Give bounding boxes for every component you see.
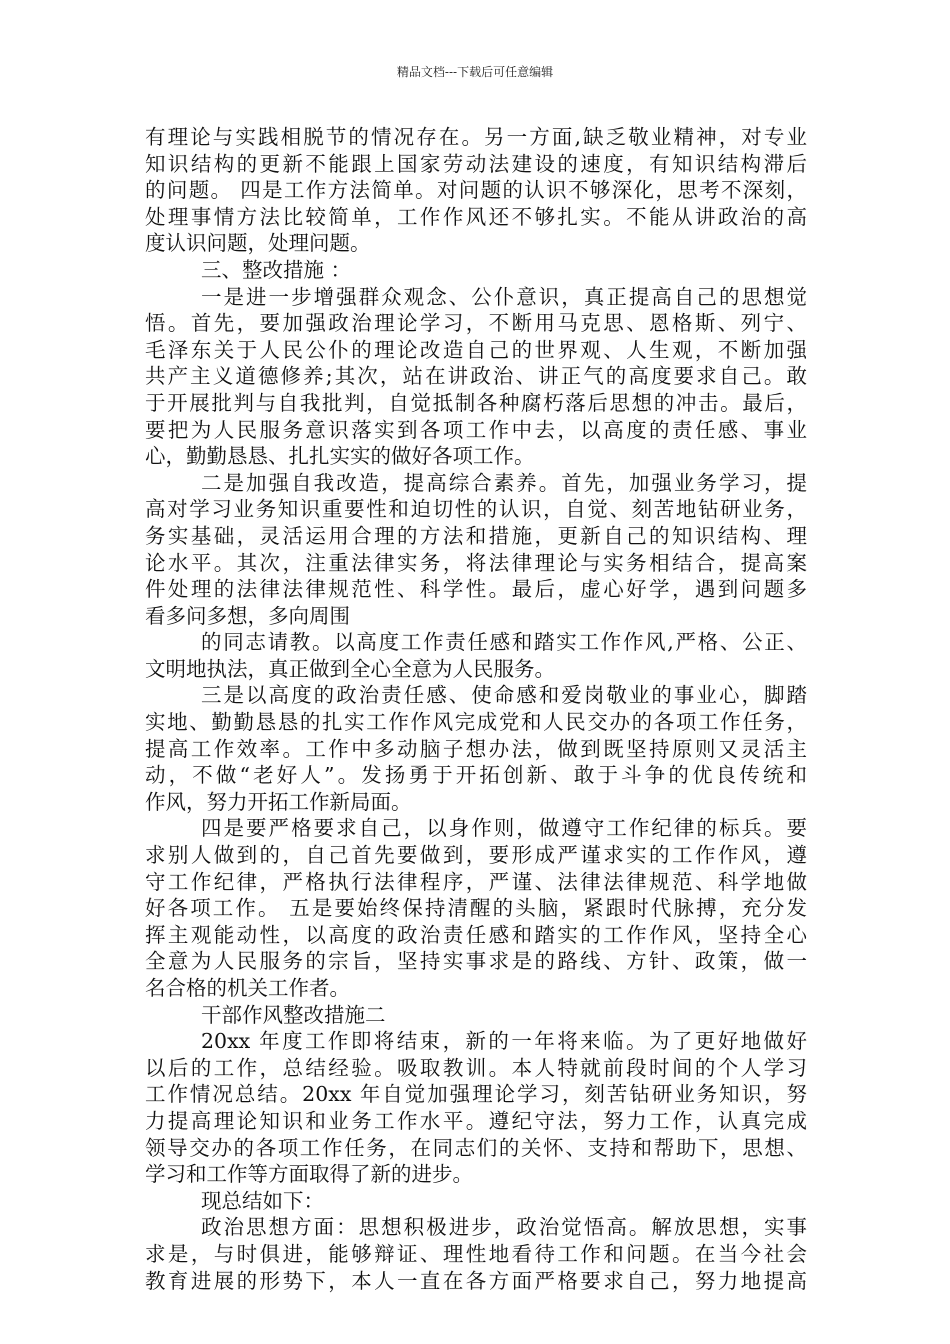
text-line: 二是加强自我改造，提高综合素养。首先，加强业务学习，提 (201, 470, 807, 495)
text-line: 领导交办的各项工作任务，在同志们的关怀、支持和帮助下，思想、 (145, 1135, 807, 1160)
text-line: 心，勤勤恳恳、扎扎实实的做好各项工作。 (145, 444, 535, 469)
text-line: 共产主义道德修养;其次，站在讲政治、讲正气的高度要求自己。敢 (145, 364, 807, 389)
text-line: 悟。首先，要加强政治理论学习，不断用马克思、恩格斯、列宁、 (145, 311, 807, 336)
text-line: 名合格的机关工作者。 (145, 976, 350, 1000)
text-line: 提高工作效率。工作中多动脑子想办法，做到既坚持原则又灵活主 (145, 736, 807, 761)
text-line: 一是进一步增强群众观念、公仆意识，真正提高自己的思想觉 (201, 284, 807, 309)
page-header: 精品文档---下载后可任意编辑 (396, 65, 554, 79)
text-line: 于开展批判与自我批判，自觉抵制各种腐朽落后思想的冲击。最后， (145, 390, 807, 415)
text-line: 四是要严格要求自己，以身作则，做遵守工作纪律的标兵。要 (201, 816, 807, 841)
text-line: 毛泽东关于人民公仆的理论改造自己的世界观、人生观，不断加强 (145, 337, 807, 362)
text-line: 工作情况总结。20xx 年自觉加强理论学习，刻苦钻研业务知识，努 (145, 1082, 807, 1107)
text-line: 好各项工作。 五是要始终保持清醒的头脑，紧跟时代脉搏，充分发 (145, 896, 807, 921)
text-line: 求是，与时俱进，能够辩证、理性地看待工作和问题。在当今社会 (145, 1241, 807, 1266)
text-line: 度认识问题，处理问题。 (145, 231, 371, 256)
text-line: 务实基础，灵活运用合理的方法和措施，更新自己的知识结构、理 (145, 523, 807, 548)
text-line: 高对学习业务知识重要性和迫切性的认识，自觉、刻苦地钻研业务， (145, 497, 807, 522)
text-line: 力提高理论知识和业务工作水平。遵纪守法，努力工作，认真完成 (145, 1108, 807, 1133)
text-line: 教育进展的形势下，本人一直在各方面严格要求自己，努力地提高 (145, 1268, 807, 1293)
text-line: 守工作纪律，严格执行法律程序，严谨、法律法律规范、科学地做 (145, 869, 807, 894)
text-line: 现总结如下： (201, 1188, 324, 1213)
text-line: 要把为人民服务意识落实到各项工作中去，以高度的责任感、事业 (145, 417, 807, 442)
text-line: 知识结构的更新不能跟上国家劳动法建设的速度，有知识结构滞后 (145, 151, 807, 176)
text-line: 文明地执法，真正做到全心全意为人民服务。 (145, 656, 555, 681)
text-line: 动，不做“老好人”。发扬勇于开拓创新、敢于斗争的优良传统和 (145, 763, 807, 788)
text-line: 实地、勤勤恳恳的扎实工作作风完成党和人民交办的各项工作任务， (145, 710, 807, 735)
text-line: 处理事情方法比较简单，工作作风还不够扎实。不能从讲政治的高 (145, 204, 807, 229)
text-line: 的问题。 四是工作方法简单。对问题的认识不够深化，思考不深刻， (145, 178, 807, 203)
text-line: 件处理的法律法律规范性、科学性。最后，虚心好学，遇到问题多 (145, 577, 807, 602)
text-line: 政治思想方面：思想积极进步，政治觉悟高。解放思想，实事 (201, 1215, 807, 1240)
text-line: 求别人做到的，自己首先要做到，要形成严谨求实的工作作风，遵 (145, 843, 807, 868)
text-line: 学习和工作等方面取得了新的进步。 (145, 1162, 473, 1187)
text-line: 20xx 年度工作即将结束，新的一年将来临。为了更好地做好 (201, 1029, 807, 1054)
section-heading: 干部作风整改措施二 (201, 1002, 386, 1027)
text-line: 的同志请教。以高度工作责任感和踏实工作作风,严格、公正、 (201, 630, 807, 655)
text-line: 挥主观能动性，以高度的政治责任感和踏实的工作作风，坚持全心 (145, 922, 807, 947)
text-line: 作风，努力开拓工作新局面。 (145, 789, 412, 814)
text-line: 全意为人民服务的宗旨，坚持实事求是的路线、方针、政策，做一 (145, 949, 807, 974)
document-body (145, 124, 807, 1294)
text-line: 有理论与实践相脱节的情况存在。另一方面,缺乏敬业精神，对专业 (145, 125, 807, 149)
section-heading: 三、整改措施 ： (201, 257, 352, 282)
text-line: 三是以高度的政治责任感、使命感和爱岗敬业的事业心，脚踏 (201, 683, 807, 708)
text-line: 看多问多想，多向周围 (145, 603, 350, 628)
text-line: 论水平。其次，注重法律实务，将法律理论与实务相结合，提高案 (145, 550, 807, 575)
text-line: 以后的工作，总结经验。吸取教训。本人特就前段时间的个人学习 (145, 1055, 807, 1080)
